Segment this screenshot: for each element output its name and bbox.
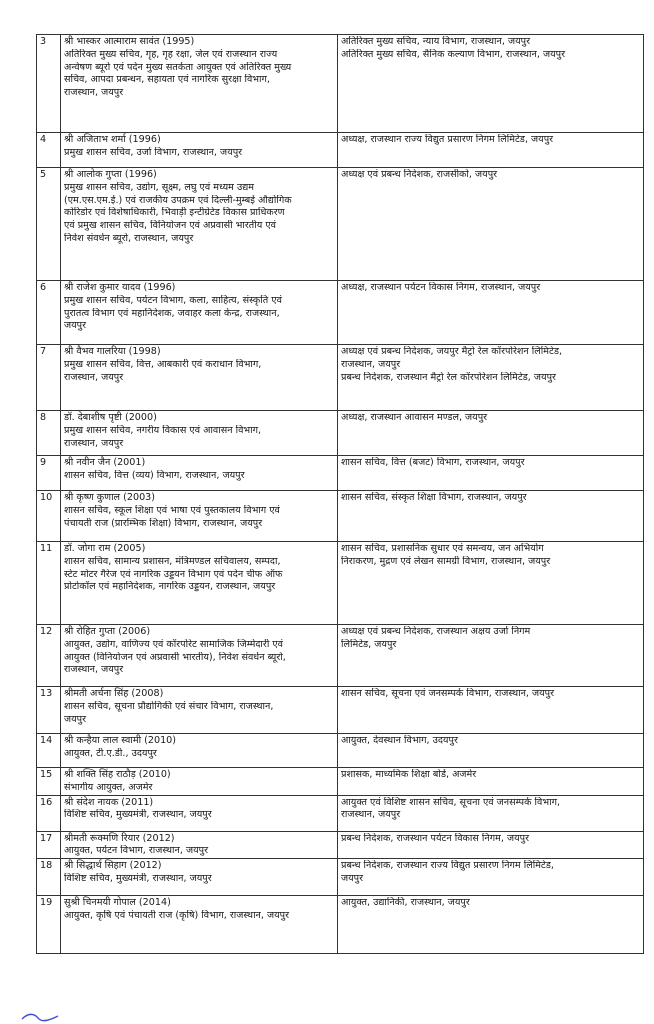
posting-table-body [37,35,644,954]
table-row [37,491,644,542]
new-post-line: आयुक्त, उद्यानिकी, राजस्थान, जयपुर [341,897,470,909]
current-post-line: प्रोटोकॉल एवं महानिदेशक, नागरिक उड्डयन, राजस्थान, जयपुर [64,581,276,593]
row-number: 15 [37,768,61,796]
officer-cell [61,625,338,687]
officer-cell [61,456,338,491]
officer-name: श्री भास्कर आत्माराम सावंत (1995) [64,36,195,47]
new-post-line: अध्यक्ष, राजस्थान पर्यटन विकास निगम, राजस्थान, जयपुर [341,282,541,293]
officer-name: श्री रोहित गुप्ता (2006) [64,626,151,637]
officer-cell [61,491,338,542]
row-number: 4 [37,133,61,168]
table-row [37,768,644,796]
new-post-line: शासन सचिव, सूचना एवं जनसम्पर्क विभाग, राजस्थान, जयपुर [341,688,555,699]
current-post-line: शासन सचिव, सूचना प्रौद्योगिकी एवं संचार विभाग, राजस्थान, [64,700,274,712]
row-number: 5 [37,168,61,281]
current-post-line: पुरातत्व विभाग एवं महानिदेशक, जवाहर कला केन्द्र, राजस्थान, [64,307,280,319]
officer-cell [61,831,338,859]
new-post-line: प्रबन्ध निदेशक, राजस्थान मैट्रो रेल कॉरपोरेशन लिमिटेड, जयपुर [341,371,556,383]
new-post-cell [338,35,644,133]
officer-name: श्री नवीन जैन (2001) [64,457,146,468]
new-post-line: लिमिटेड, जयपुर [341,638,397,650]
officer-cell [61,734,338,768]
new-post-cell [338,168,644,281]
table-row [37,687,644,734]
officer-cell [61,768,338,796]
current-post-line: अन्वेषण ब्यूरो एवं पदेन मुख्य सतर्कता आयुक्त एवं अतिरिक्त मुख्य [64,61,292,73]
current-post-line: जयपुर [64,713,87,725]
row-number: 8 [37,411,61,456]
new-post-line: आयुक्त, देवस्थान विभाग, उदयपुर [341,735,458,746]
current-post-line: आयुक्त, उद्योग, वाणिज्य एवं कॉरपोरेट सामाजिक जिम्मेदारी एवं [64,638,284,650]
current-post-line: राजस्थान, जयपुर [64,664,124,676]
officer-name: श्री अजिताभ शर्मा (1996) [64,134,161,145]
current-post-line: प्रमुख शासन सचिव, पर्यटन विभाग, कला, साहित्य, संस्कृति एवं [64,294,282,306]
table-row [37,625,644,687]
current-post-line: प्रमुख शासन सचिव, उद्योग, सूक्ष्म, लघु एवं मध्यम उद्यम [64,181,254,193]
new-post-line: अध्यक्ष, राजस्थान राज्य विद्युत प्रसारण निगम लिमिटेड, जयपुर [341,134,554,145]
table-row [37,456,644,491]
row-number: 14 [37,734,61,768]
row-number: 19 [37,896,61,954]
new-post-cell [338,411,644,456]
new-post-cell [338,795,644,831]
row-number: 16 [37,795,61,831]
new-post-line: राजस्थान, जयपुर [341,358,401,370]
new-post-cell [338,896,644,954]
new-post-line: निराकरण, मुद्रण एवं लेखन सामग्री विभाग, राजस्थान, जयपुर [341,555,551,567]
officer-cell [61,411,338,456]
table-row [37,831,644,859]
current-post-line: शासन सचिव, सामान्य प्रशासन, मंत्रिमण्डल सचिवालय, सम्पदा, [64,555,281,567]
new-post-cell [338,345,644,411]
current-post-line: कोरिडोर एवं विशेषाधिकारी, भिवाड़ी इन्टीग्रेटेड विकास प्राधिकरण [64,207,285,219]
officer-name: डॉ. जोगा राम (2005) [64,543,146,554]
row-number: 12 [37,625,61,687]
officer-cell [61,133,338,168]
new-post-line: अतिरिक्त मुख्य सचिव, न्याय विभाग, राजस्थान, जयपुर [341,36,531,47]
current-post-line: प्रमुख शासन सचिव, नगरीय विकास एवं आवासन विभाग, [64,424,262,436]
new-post-line: आयुक्त एवं विशिष्ट शासन सचिव, सूचना एवं जनसम्पर्क विभाग, [341,796,561,808]
new-post-line: शासन सचिव, प्रशासनिक सुधार एवं समन्वय, जन अभियोग [341,543,544,554]
row-number: 17 [37,831,61,859]
current-post-line: अतिरिक्त मुख्य सचिव, गृह, गृह रक्षा, जेल एवं राजस्थान राज्य [64,48,278,60]
new-post-cell [338,734,644,768]
current-post-line: आयुक्त, पर्यटन विभाग, राजस्थान, जयपुर [64,845,209,857]
officer-name: डॉ. देबाशीष पृष्टी (2000) [64,412,157,423]
current-post-line: शासन सचिव, स्कूल शिक्षा एवं भाषा एवं पुस्तकालय विभाग एवं [64,504,280,516]
new-post-cell [338,687,644,734]
officer-cell [61,542,338,625]
new-post-cell [338,768,644,796]
table-row [37,133,644,168]
new-post-line: अध्यक्ष एवं प्रबन्ध निदेशक, राजसीको, जयपुर [341,169,498,180]
current-post-line: शासन सचिव, वित्त (व्यय) विभाग, राजस्थान, जयपुर [64,469,245,481]
posting-table [36,34,644,954]
current-post-line: एवं प्रमुख शासन सचिव, विनियोजन एवं अप्रवासी भारतीय एवं [64,220,276,232]
current-post-line: स्टेट मोटर गैरेज एवं नागरिक उड्डयन विभाग एवं पदेन चीफ ऑफ [64,568,283,580]
table-row [37,35,644,133]
officer-name: श्री शक्ति सिंह राठौड़ (2010) [64,769,171,780]
new-post-line: प्रबन्ध निदेशक, राजस्थान राज्य विद्युत प्रसारण निगम लिमिटेड, [341,860,554,872]
new-post-cell [338,542,644,625]
new-post-cell [338,456,644,491]
officer-name: श्री कन्हैया लाल स्वामी (2010) [64,735,177,746]
row-number: 10 [37,491,61,542]
table-row [37,734,644,768]
officer-cell [61,859,338,896]
table-row [37,896,644,954]
officer-name: श्री राजेश कुमार यादव (1996) [64,282,176,293]
officer-name: श्री वैभव गालरिया (1998) [64,346,161,357]
current-post-line: जयपुर [64,320,87,332]
officer-name: श्रीमती अर्चना सिंह (2008) [64,688,164,699]
current-post-line: प्रमुख शासन सचिव, वित्त, आबकारी एवं कराधान विभाग, [64,358,262,370]
row-number: 7 [37,345,61,411]
new-post-line: प्रबन्ध निदेशक, राजस्थान पर्यटन विकास निगम, जयपुर [341,832,530,844]
officer-name: सुश्री चिनमयी गोपाल (2014) [64,897,171,909]
current-post-line: सचिव, आपदा प्रबन्धन, सहायता एवं नागरिक सुरक्षा विभाग, [64,74,270,86]
new-post-line: राजस्थान, जयपुर [341,809,401,821]
row-number: 6 [37,281,61,345]
officer-name: श्री कृष्ण कुणाल (2003) [64,492,156,503]
new-post-line: अध्यक्ष, राजस्थान आवासन मण्डल, जयपुर [341,412,488,423]
table-row [37,168,644,281]
new-post-cell [338,133,644,168]
current-post-line: आयुक्त (विनियोजन एवं अप्रवासी भारतीय), निवेश संवर्धन ब्यूरो, [64,651,286,663]
signature-mark [20,1010,60,1022]
new-post-line: शासन सचिव, वित्त (बजट) विभाग, राजस्थान, जयपुर [341,457,525,468]
current-post-line: राजस्थान, जयपुर [64,371,124,383]
officer-name: श्री संदेश नायक (2011) [64,796,154,808]
row-number: 3 [37,35,61,133]
current-post-line: (एम.एस.एम.ई.) एवं राजकीय उपक्रम एवं दिल्ली-मुम्बई औद्योगिक [64,194,292,206]
new-post-line: शासन सचिव, संस्कृत शिक्षा विभाग, राजस्थान, जयपुर [341,492,527,503]
officer-cell [61,795,338,831]
current-post-line: पंचायती राज (प्रारम्भिक शिक्षा) विभाग, राजस्थान, जयपुर [64,517,263,529]
officer-cell [61,687,338,734]
new-post-line: अध्यक्ष एवं प्रबन्ध निदेशक, जयपुर मैट्रो रेल कॉरपोरेशन लिमिटेड, [341,346,563,357]
officer-cell [61,168,338,281]
new-post-cell [338,281,644,345]
current-post-line: प्रमुख शासन सचिव, उर्जा विभाग, राजस्थान, जयपुर [64,146,243,158]
current-post-line: विशिष्ट सचिव, मुख्यमंत्री, राजस्थान, जयपुर [64,872,212,884]
current-post-line: आयुक्त, टी.ए.डी., उदयपुर [64,747,157,759]
table-row [37,795,644,831]
officer-name: श्री आलोक गुप्ता (1996) [64,169,157,180]
current-post-line: निवेश संवर्धन ब्यूरो, राजस्थान, जयपुर [64,232,194,244]
table-row [37,542,644,625]
officer-cell [61,896,338,954]
new-post-line: अध्यक्ष एवं प्रबन्ध निदेशक, राजस्थान अक्षय उर्जा निगम [341,626,531,637]
table-row [37,411,644,456]
row-number: 11 [37,542,61,625]
row-number: 18 [37,859,61,896]
current-post-line: विशिष्ट सचिव, मुख्यमंत्री, राजस्थान, जयपुर [64,809,212,821]
officer-name: श्रीमती रूक्मणि रियार (2012) [64,832,175,844]
new-post-line: जयपुर [341,872,364,884]
new-post-line: अतिरिक्त मुख्य सचिव, सैनिक कल्याण विभाग, राजस्थान, जयपुर [341,48,566,60]
officer-cell [61,35,338,133]
row-number: 9 [37,456,61,491]
officer-cell [61,281,338,345]
new-post-cell [338,859,644,896]
new-post-cell [338,491,644,542]
new-post-cell [338,625,644,687]
table-row [37,859,644,896]
table-row [37,345,644,411]
row-number: 13 [37,687,61,734]
current-post-line: राजस्थान, जयपुर [64,437,124,449]
new-post-line: प्रशासक, माध्यमिक शिक्षा बोर्ड, अजमेर [341,769,477,780]
table-row [37,281,644,345]
new-post-cell [338,831,644,859]
current-post-line: संभागीय आयुक्त, अजमेर [64,781,153,793]
current-post-line: आयुक्त, कृषि एवं पंचायती राज (कृषि) विभाग, राजस्थान, जयपुर [64,909,290,921]
officer-name: श्री सिद्धार्थ सिहाग (2012) [64,860,162,872]
current-post-line: राजस्थान, जयपुर [64,87,124,99]
officer-cell [61,345,338,411]
